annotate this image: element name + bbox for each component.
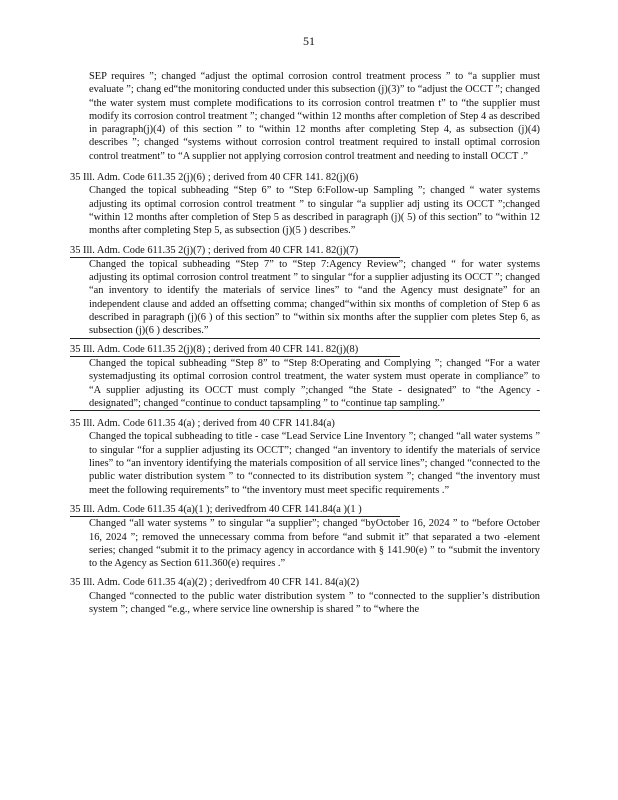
- page-content: [70, 70, 540, 616]
- entry-step-7: [70, 244, 540, 339]
- entry-lsl-inventory: [70, 417, 540, 497]
- page-number: 51: [303, 34, 315, 48]
- entry-body: Changed “connected to the public water distribution system ” to “connected to the supplier’s distribution system ”; changed “e.g., where service line ownership is shared ” to “where the: [89, 590, 540, 615]
- divider-line: [70, 338, 540, 339]
- entry-body: Changed the topical subheading “Step 6” to “Step 6:Follow-up Sampling ”; changed “ water systems adjusting its optimal corrosion control treatment ” to singular “a supplier adj usting its OCCT ”;changed “within 12 months after completion of Step 5 as described in paragraph (j)( 5) of this section” to “within 12 months after completing Step 5, as subsection (j)(5 ) describes.”: [89, 185, 540, 237]
- entry-citation: 35 Ill. Adm. Code 611.35 2(j)(6) ; derived from 40 CFR 141. 82(j)(6): [70, 172, 359, 184]
- entry-citation: 35 Ill. Adm. Code 611.35 2(j)(7) ; derived from 40 CFR 141. 82(j)(7): [70, 244, 359, 256]
- entry-inventory-deadline: [70, 503, 540, 570]
- intro-paragraph: SEP requires ”; changed “adjust the optimal corrosion control treatment process ” to “a supplier must evaluate ”; chang ed“the monitoring conducted under this subsection (j)(3)” to “adjust the OCCT ”; changed “the water system must complete modifications to its corrosion control treatmen t” to “the supplier must modify its corrosion control treatment ”; changed “within 12 months after completion of Step 4 as described in paragraph(j)(4) of this section ” to “within 12 months after completing Step 4, as subsection (j)(4) describes ”; changed “systems without corrosion control treatment required to install optimal corrosion control treatment” to “A supplier not applying corrosion control treatment and needing to install OCCT .”: [89, 71, 540, 162]
- entry-body: Changed the topical subheading to title - case “Lead Service Line Inventory ”; changed “all water systems ” to singular “for a supplier adjusting its OCCT”; changed “an inventory to identify the materials of service lines” to “an inventory identifying the materials composition of all service lines”; changed “connected to the public water distribution system ” to “connected to its distribution system ”; changed “the inventory must meet the following requirements” to “the inventory must meet specific requirements .”: [89, 431, 540, 496]
- entry-distribution-system: [70, 576, 540, 616]
- entry-citation: 35 Ill. Adm. Code 611.35 4(a) ; derived from 40 CFR 141.84(a): [70, 418, 335, 430]
- entry-step-6: [70, 171, 540, 237]
- entry-body: Changed “all water systems ” to singular “a supplier”; changed “byOctober 16, 2024 ” to “before October 16, 2024 ”; removed the unnecessary comma from before “and submit it” that separated a two -element series; changed “submit it to the primacy agency in accordance with § 141.90(e) ” to “submit the inventory to the Agency as Section 611.360(e) requires .”: [89, 518, 540, 570]
- entry-body: Changed the topical subheading “Step 8” to “Step 8:Operating and Complying ”; changed “For a water systemadjusting its optimal corrosion control treatment, the water system must operate in compliance” to “A supplier adjusting its OCCT must comply ”;changed “the State - designated” to “the Agency -designated”; changed “continue to conduct tapsampling ” to “continue tap sampling.”: [89, 357, 540, 409]
- entry-citation: 35 Ill. Adm. Code 611.35 4(a)(1 ); derivedfrom 40 CFR 141.84(a )(1 ): [70, 503, 362, 515]
- divider-line: [70, 410, 540, 411]
- entry-citation: 35 Ill. Adm. Code 611.35 2(j)(8) ; derived from 40 CFR 141. 82(j)(8): [70, 343, 359, 355]
- entry-citation: 35 Ill. Adm. Code 611.35 4(a)(2) ; derivedfrom 40 CFR 141. 84(a)(2): [70, 577, 360, 589]
- entry-step-8: [70, 343, 540, 411]
- entry-body: Changed the topical subheading “Step 7” to “Step 7:Agency Review”; changed “ for water systems adjusting its optimal corrosion control treatment ” to singular “for a supplier adjusting its OCCT ”; changed “an inventory to identify the materials of service lines” to “and the Agency must designate” for an independent clause and added an offsetting comma; changed“within six months of completion of Step 6 as described in paragraph (j)(6 ) of this section” to “within six months after the supplier com pletes Step 6, as subsection (j)(6 ) describes.”: [89, 258, 540, 337]
